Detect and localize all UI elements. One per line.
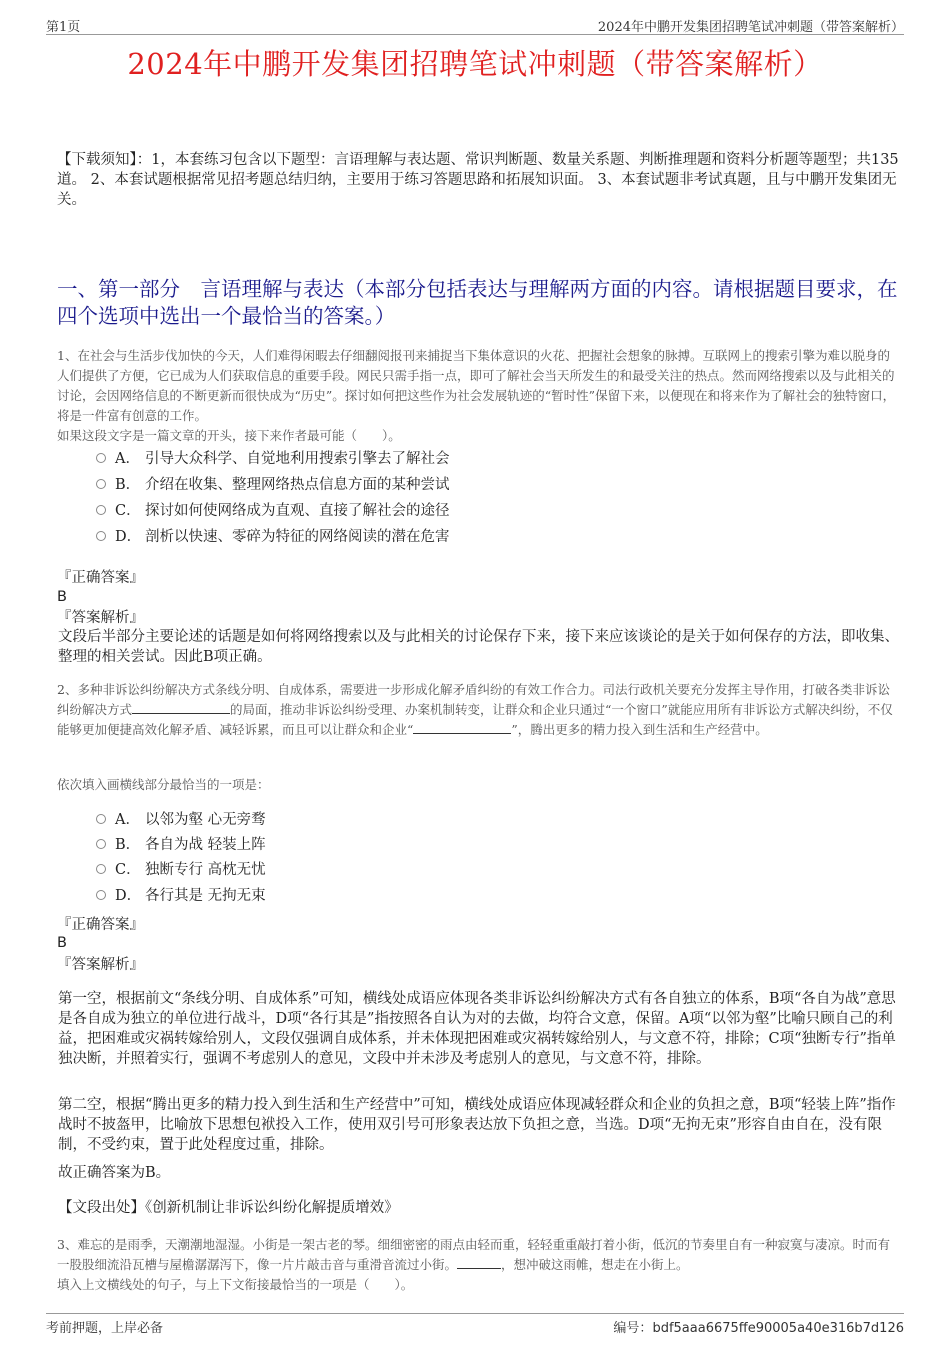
radio-icon[interactable]: [96, 479, 106, 489]
q2-source: 【文段出处】《创新机制让非诉讼纠纷化解提质增效》: [58, 1200, 399, 1216]
q2-option-a[interactable]: A． 以邻为壑 心无旁骛: [96, 810, 266, 830]
q2-analysis-part-1: 第一空，根据前文“条线分明、自成体系”可知，横线处成语应体现各类非诉讼纠纷解决方式有各自独立的体系，B项“各自为战”意思是各自成为独立的单位进行战斗，D项“各行其是”指按照各自认为对的去做，均符合文意，保留。A项“以邻为壑”比喻只顾自己的利益，把困难或灾祸转嫁给别人，文段仅强调自成体系，并未体现把困难或灾祸转嫁给别人，与文意不符，排除；C项“独断专行”指单独决断，并照着实行，强调不考虑别人的意见，文段中并未涉及考虑别人的意见，与文意不符，排除。: [58, 991, 896, 1067]
q1-option-c[interactable]: C． 探讨如何使网络成为直观、直接了解社会的途径: [96, 501, 450, 521]
radio-icon[interactable]: [96, 839, 106, 849]
footer-code: 编号：bdf5aaa6675ffe90005a40e316b7d126: [613, 1321, 904, 1336]
section-heading: 一、第一部分 言语理解与表达（本部分包括表达与理解两方面的内容。请根据题目要求，在四个选项中选出一个最恰当的答案。）: [57, 277, 898, 328]
question-2-stem: 2、多种非诉讼纠纷解决方式条线分明、自成体系，需要进一步形成化解矛盾纠纷的有效工作合力。司法行政机关要充分发挥主导作用，打破各类非诉讼纠纷解决方式 的局面，推动非诉讼纠纷受理、办案机制转变，让群众和企业只通过“一个窗口”就能应用所有非诉讼方式解决纠纷，不仅能够更加便捷高效化解矛盾、减轻诉累，而且可以让群众和企业“ ”，腾出更多的精力投入到生活和生产经营中。: [57, 682, 893, 737]
question-3-prompt: 填入上文横线处的句子，与上下文衔接最恰当的一项是（ ）。: [57, 1277, 414, 1292]
q1-correct-answer-label: 『正确答案』: [57, 570, 144, 586]
question-1-stem: 1、在社会与生活步伐加快的今天，人们难得闲暇去仔细翻阅报刊来捕捉当下集体意识的火花、把握社会想象的脉搏。互联网上的搜索引擎为难以脱身的人们提供了方便，它已成为人们获取信息的重要手段。网民只需手指一点，即可了解社会当天所发生的和最受关注的热点。然而网络搜索以及与此相关的讨论，会因网络信息的不断更新而很快成为“历史”。探讨如何把这些作为社会发展轨迹的“暂时性”保留下来，以便现在和将来作为了解社会的独特窗口，将是一件富有创意的工作。: [57, 348, 896, 423]
question-3-stem: 3、难忘的是雨季，天潮潮地湿湿。小街是一架古老的琴。细细密密的雨点由轻而重，轻轻重重敲打着小街，低沉的节奏里自有一种寂寞与凄凉。时而有一股股细流沿瓦槽与屋檐潺潺泻下，像一片片敲击音与重滑音流过小街。 ，想冲破这雨帷，想走在小街上。: [57, 1237, 890, 1272]
page-number: 第1页: [46, 20, 81, 35]
radio-icon[interactable]: [96, 531, 106, 541]
q2-answer: B: [57, 935, 67, 951]
q1-option-b[interactable]: B． 介绍在收集、整理网络热点信息方面的某种尝试: [96, 475, 450, 495]
page-header: [46, 14, 904, 35]
radio-icon[interactable]: [96, 453, 106, 463]
header-doc-title: 2024年中鹏开发集团招聘笔试冲刺题（带答案解析）: [597, 20, 904, 35]
radio-icon[interactable]: [96, 864, 106, 874]
question-1-prompt: 如果这段文字是一篇文章的开头，接下来作者最可能（ ）。: [57, 428, 401, 443]
q1-analysis: 文段后半部分主要论述的话题是如何将网络搜索以及与此相关的讨论保存下来，接下来应该谈论的是关于如何保存的方法，即收集、整理的相关尝试。因此B项正确。: [58, 629, 899, 665]
radio-icon[interactable]: [96, 814, 106, 824]
q1-answer: B: [57, 589, 67, 605]
q2-option-b[interactable]: B． 各自为战 轻装上阵: [96, 835, 266, 855]
q1-analysis-label: 『答案解析』: [57, 610, 144, 626]
radio-icon[interactable]: [96, 505, 106, 515]
download-notice: 【下载须知】：1，本套练习包含以下题型：言语理解与表达题、常识判断题、数量关系题、判断推理题和资料分析题等题型；共135道。 2、本套试题根据常见招考题总结归纳，主要用于练习答题思路和拓展知识面。 3、本套试题非考试真题，且与中鹏开发集团无关。: [57, 152, 899, 208]
question-2-prompt: 依次填入画横线部分最恰当的一项是：: [57, 777, 270, 792]
radio-icon[interactable]: [96, 890, 106, 900]
document-title: 2024年中鹏开发集团招聘笔试冲刺题（带答案解析）: [127, 47, 823, 81]
fill-blank-1[interactable]: [132, 701, 230, 714]
q1-option-a[interactable]: A． 引导大众科学、自觉地利用搜索引擎去了解社会: [96, 449, 450, 469]
q2-correct-answer-label: 『正确答案』: [57, 917, 144, 933]
q2-conclusion: 故正确答案为B。: [58, 1165, 171, 1181]
page-footer: [46, 1313, 904, 1334]
q1-option-d[interactable]: D． 剖析以快速、零碎为特征的网络阅读的潜在危害: [96, 527, 450, 547]
fill-blank-2[interactable]: [413, 721, 511, 734]
fill-blank-3[interactable]: [457, 1256, 501, 1269]
footer-slogan: 考前押题，上岸必备: [46, 1321, 164, 1336]
q2-option-d[interactable]: D． 各行其是 无拘无束: [96, 886, 266, 906]
q2-option-c[interactable]: C． 独断专行 高枕无忧: [96, 860, 266, 880]
q2-analysis-part-2: 第二空，根据“腾出更多的精力投入到生活和生产经营中”可知，横线处成语应体现减轻群众和企业的负担之意，B项“轻装上阵”指作战时不披盔甲，比喻放下思想包袱投入工作，使用双引号可形象表达放下负担之意，当选。D项“无拘无束”形容自由自在，没有限制，不受约束，置于此处程度过重，排除。: [58, 1097, 896, 1153]
q2-analysis-label: 『答案解析』: [57, 957, 144, 973]
